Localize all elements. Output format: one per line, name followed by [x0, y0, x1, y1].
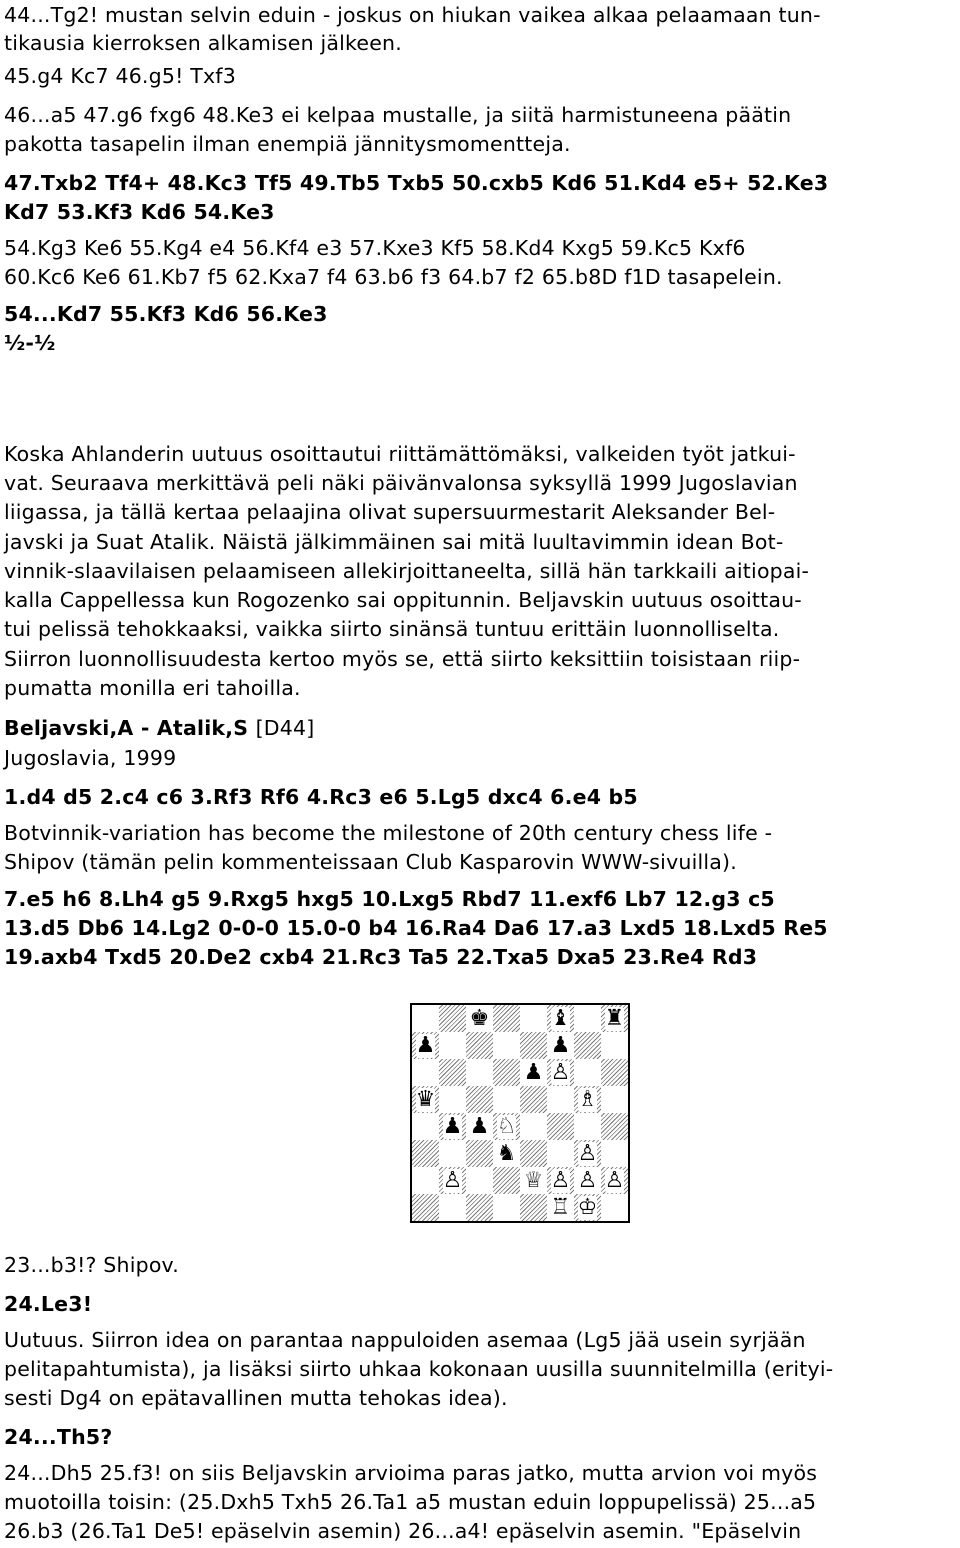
text-line: 24...Dh5 25.f3! on siis Beljavskin arvioima paras jatko, mutta arvion voi myös	[4, 1461, 818, 1485]
eco-code: [D44]	[255, 716, 315, 740]
board-square	[601, 1167, 628, 1194]
players-text: Beljavski,A - Atalik,S	[4, 716, 249, 740]
board-square	[493, 1113, 520, 1140]
board-square	[601, 1086, 628, 1113]
text-line: 26.b3 (26.Ta1 De5! epäselvin asemin) 26...a4! epäselvin asemin. "Epäselvin	[4, 1519, 802, 1543]
board-square	[547, 1194, 574, 1221]
board-square	[466, 1167, 493, 1194]
board-square	[466, 1032, 493, 1059]
quote-line-2: Shipov (tämän pelin kommenteissaan Club Kasparovin WWW-sivuilla).	[4, 850, 737, 874]
chess-piece-icon: ♟	[550, 1032, 571, 1058]
board-square	[412, 1167, 439, 1194]
board-square	[466, 1005, 493, 1032]
chess-piece-icon: ♙	[577, 1167, 598, 1193]
text-line: Koska Ahlanderin uutuus osoittautui riittämättömäksi, valkeiden työt jatkui-	[4, 442, 796, 466]
board-square	[466, 1086, 493, 1113]
board-square	[493, 1059, 520, 1086]
board-square	[520, 1059, 547, 1086]
board-square	[466, 1194, 493, 1221]
board-square	[412, 1086, 439, 1113]
board-square	[412, 1032, 439, 1059]
board-square	[574, 1113, 601, 1140]
board-square	[439, 1005, 466, 1032]
moves-line-3: 19.axb4 Txd5 20.De2 cxb4 21.Rc3 Ta5 22.Txa5 Dxa5 23.Re4 Rd3	[4, 945, 758, 969]
chess-piece-icon: ♖	[550, 1194, 571, 1220]
text-line: 24.Le3!	[4, 1292, 93, 1316]
text-line: 60.Kc6 Ke6 61.Kb7 f5 62.Kxa7 f4 63.b6 f3 64.b7 f2 65.b8D f1D tasapelein.	[4, 265, 783, 289]
chess-piece-icon: ♙	[442, 1167, 463, 1193]
quote-line-1: Botvinnik-variation has become the milestone of 20th century chess life -	[4, 821, 773, 845]
board-square	[601, 1194, 628, 1221]
text-line: tui pelissä tehokkaaksi, vaikka siirto sinänsä tuntuu erittäin luonnolliselta.	[4, 617, 780, 641]
text-line: muotoilla toisin: (25.Dxh5 Txh5 26.Ta1 a5 mustan eduin loppupelissä) 25...a5	[4, 1490, 817, 1514]
board-square	[412, 1059, 439, 1086]
chess-piece-icon: ♙	[550, 1167, 571, 1193]
board-square	[601, 1059, 628, 1086]
moves-opening: 1.d4 d5 2.c4 c6 3.Rf3 Rf6 4.Rc3 e6 5.Lg5 dxc4 6.e4 b5	[4, 785, 638, 809]
board-square	[547, 1113, 574, 1140]
chess-piece-icon: ♚	[469, 1005, 490, 1031]
board-square	[412, 1140, 439, 1167]
text-line: kalla Cappellessa kun Rogozenko sai oppitunnin. Beljavskin uutuus osoittau-	[4, 588, 802, 612]
board-square	[439, 1140, 466, 1167]
board-square	[493, 1005, 520, 1032]
board-square	[412, 1194, 439, 1221]
board-square	[574, 1140, 601, 1167]
chess-piece-icon: ♕	[523, 1167, 544, 1193]
text-line: 23...b3!? Shipov.	[4, 1253, 180, 1277]
board-square	[493, 1140, 520, 1167]
text-line: 54.Kg3 Ke6 55.Kg4 e4 56.Kf4 e3 57.Kxe3 Kf5 58.Kd4 Kxg5 59.Kc5 Kxf6	[4, 236, 746, 260]
text-line: Uutuus. Siirron idea on parantaa nappuloiden asemaa (Lg5 jää usein syrjään	[4, 1328, 806, 1352]
board-square	[493, 1032, 520, 1059]
board-square	[520, 1086, 547, 1113]
chess-board	[410, 1003, 630, 1223]
board-square	[601, 1113, 628, 1140]
chess-piece-icon: ♟	[442, 1113, 463, 1139]
board-square	[547, 1140, 574, 1167]
chess-piece-icon: ♝	[550, 1005, 571, 1031]
board-square	[520, 1140, 547, 1167]
chess-piece-icon: ♟	[415, 1032, 436, 1058]
chess-piece-icon: ♗	[577, 1086, 598, 1112]
board-square	[412, 1005, 439, 1032]
chess-piece-icon: ♙	[604, 1167, 625, 1193]
chess-piece-icon: ♔	[577, 1194, 598, 1220]
chess-piece-icon: ♙	[550, 1059, 571, 1085]
board-square	[601, 1005, 628, 1032]
text-line: tikausia kierroksen alkamisen jälkeen.	[4, 31, 402, 55]
text-line: pakotta tasapelin ilman enempiä jännitysmomentteja.	[4, 132, 571, 156]
board-square	[601, 1032, 628, 1059]
board-square	[547, 1005, 574, 1032]
board-square	[574, 1032, 601, 1059]
board-square	[439, 1032, 466, 1059]
chess-piece-icon: ♘	[496, 1113, 517, 1139]
moves-line-2: 13.d5 Db6 14.Lg2 0-0-0 15.0-0 b4 16.Ra4 Da6 17.a3 Lxd5 18.Lxd5 Re5	[4, 916, 828, 940]
board-square	[574, 1167, 601, 1194]
board-square	[466, 1113, 493, 1140]
board-square	[493, 1167, 520, 1194]
board-square	[574, 1059, 601, 1086]
board-square	[466, 1140, 493, 1167]
board-square	[520, 1113, 547, 1140]
board-square	[466, 1059, 493, 1086]
board-square	[574, 1005, 601, 1032]
board-square	[547, 1167, 574, 1194]
board-square	[439, 1194, 466, 1221]
text-line: 24...Th5?	[4, 1425, 113, 1449]
game-players	[4, 713, 314, 743]
text-line: Siirron luonnollisuudesta kertoo myös se, että siirto keksittiin toisistaan riip-	[4, 647, 801, 671]
board-square	[520, 1194, 547, 1221]
board-square	[574, 1194, 601, 1221]
text-line: javski ja Suat Atalik. Näistä jälkimmäinen sai mitä luultavimmin idean Bot-	[4, 530, 784, 554]
board-square	[547, 1059, 574, 1086]
board-square	[439, 1113, 466, 1140]
board-square	[574, 1086, 601, 1113]
game-event: Jugoslavia, 1999	[4, 746, 177, 770]
board-square	[439, 1167, 466, 1194]
moves-line-1: 7.e5 h6 8.Lh4 g5 9.Rxg5 hxg5 10.Lxg5 Rbd7 11.exf6 Lb7 12.g3 c5	[4, 887, 775, 911]
text-line: sesti Dg4 on epätavallinen mutta tehokas idea).	[4, 1386, 508, 1410]
chess-piece-icon: ♜	[604, 1005, 625, 1031]
text-line: Kd7 53.Kf3 Kd6 54.Ke3	[4, 200, 275, 224]
text-line: ½-½	[4, 331, 56, 355]
text-line: pelitapahtumista), ja lisäksi siirto uhkaa kokonaan uusilla suunnitelmilla (erityi-	[4, 1357, 834, 1381]
text-line: 45.g4 Kc7 46.g5! Txf3	[4, 64, 236, 88]
chess-piece-icon: ♙	[577, 1140, 598, 1166]
chess-piece-icon: ♞	[496, 1140, 517, 1166]
board-square	[493, 1086, 520, 1113]
chess-piece-icon: ♟	[523, 1059, 544, 1085]
text-line: 44...Tg2! mustan selvin eduin - joskus on hiukan vaikea alkaa pelaamaan tun-	[4, 3, 821, 27]
board-square	[547, 1086, 574, 1113]
board-square	[520, 1167, 547, 1194]
board-square	[601, 1140, 628, 1167]
text-line: pumatta monilla eri tahoilla.	[4, 676, 301, 700]
board-square	[439, 1086, 466, 1113]
text-line: 54...Kd7 55.Kf3 Kd6 56.Ke3	[4, 302, 328, 326]
text-line: vat. Seuraava merkittävä peli näki päivänvalonsa syksyllä 1999 Jugoslavian	[4, 471, 798, 495]
board-square	[520, 1032, 547, 1059]
text-line: 47.Txb2 Tf4+ 48.Kc3 Tf5 49.Tb5 Txb5 50.cxb5 Kd6 51.Kd4 e5+ 52.Ke3	[4, 171, 829, 195]
board-square	[439, 1059, 466, 1086]
board-square	[547, 1032, 574, 1059]
chess-piece-icon: ♟	[469, 1113, 490, 1139]
text-line: liigassa, ja tällä kertaa pelaajina olivat supersuurmestarit Aleksander Bel-	[4, 500, 776, 524]
board-square	[493, 1194, 520, 1221]
board-square	[412, 1113, 439, 1140]
board-square	[520, 1005, 547, 1032]
chess-piece-icon: ♛	[415, 1086, 436, 1112]
text-line: 46...a5 47.g6 fxg6 48.Ke3 ei kelpaa mustalle, ja siitä harmistuneena päätin	[4, 103, 792, 127]
text-line: vinnik-slaavilaisen pelaamiseen allekirjoittaneelta, sillä hän tarkkaili aitiopai-	[4, 559, 810, 583]
